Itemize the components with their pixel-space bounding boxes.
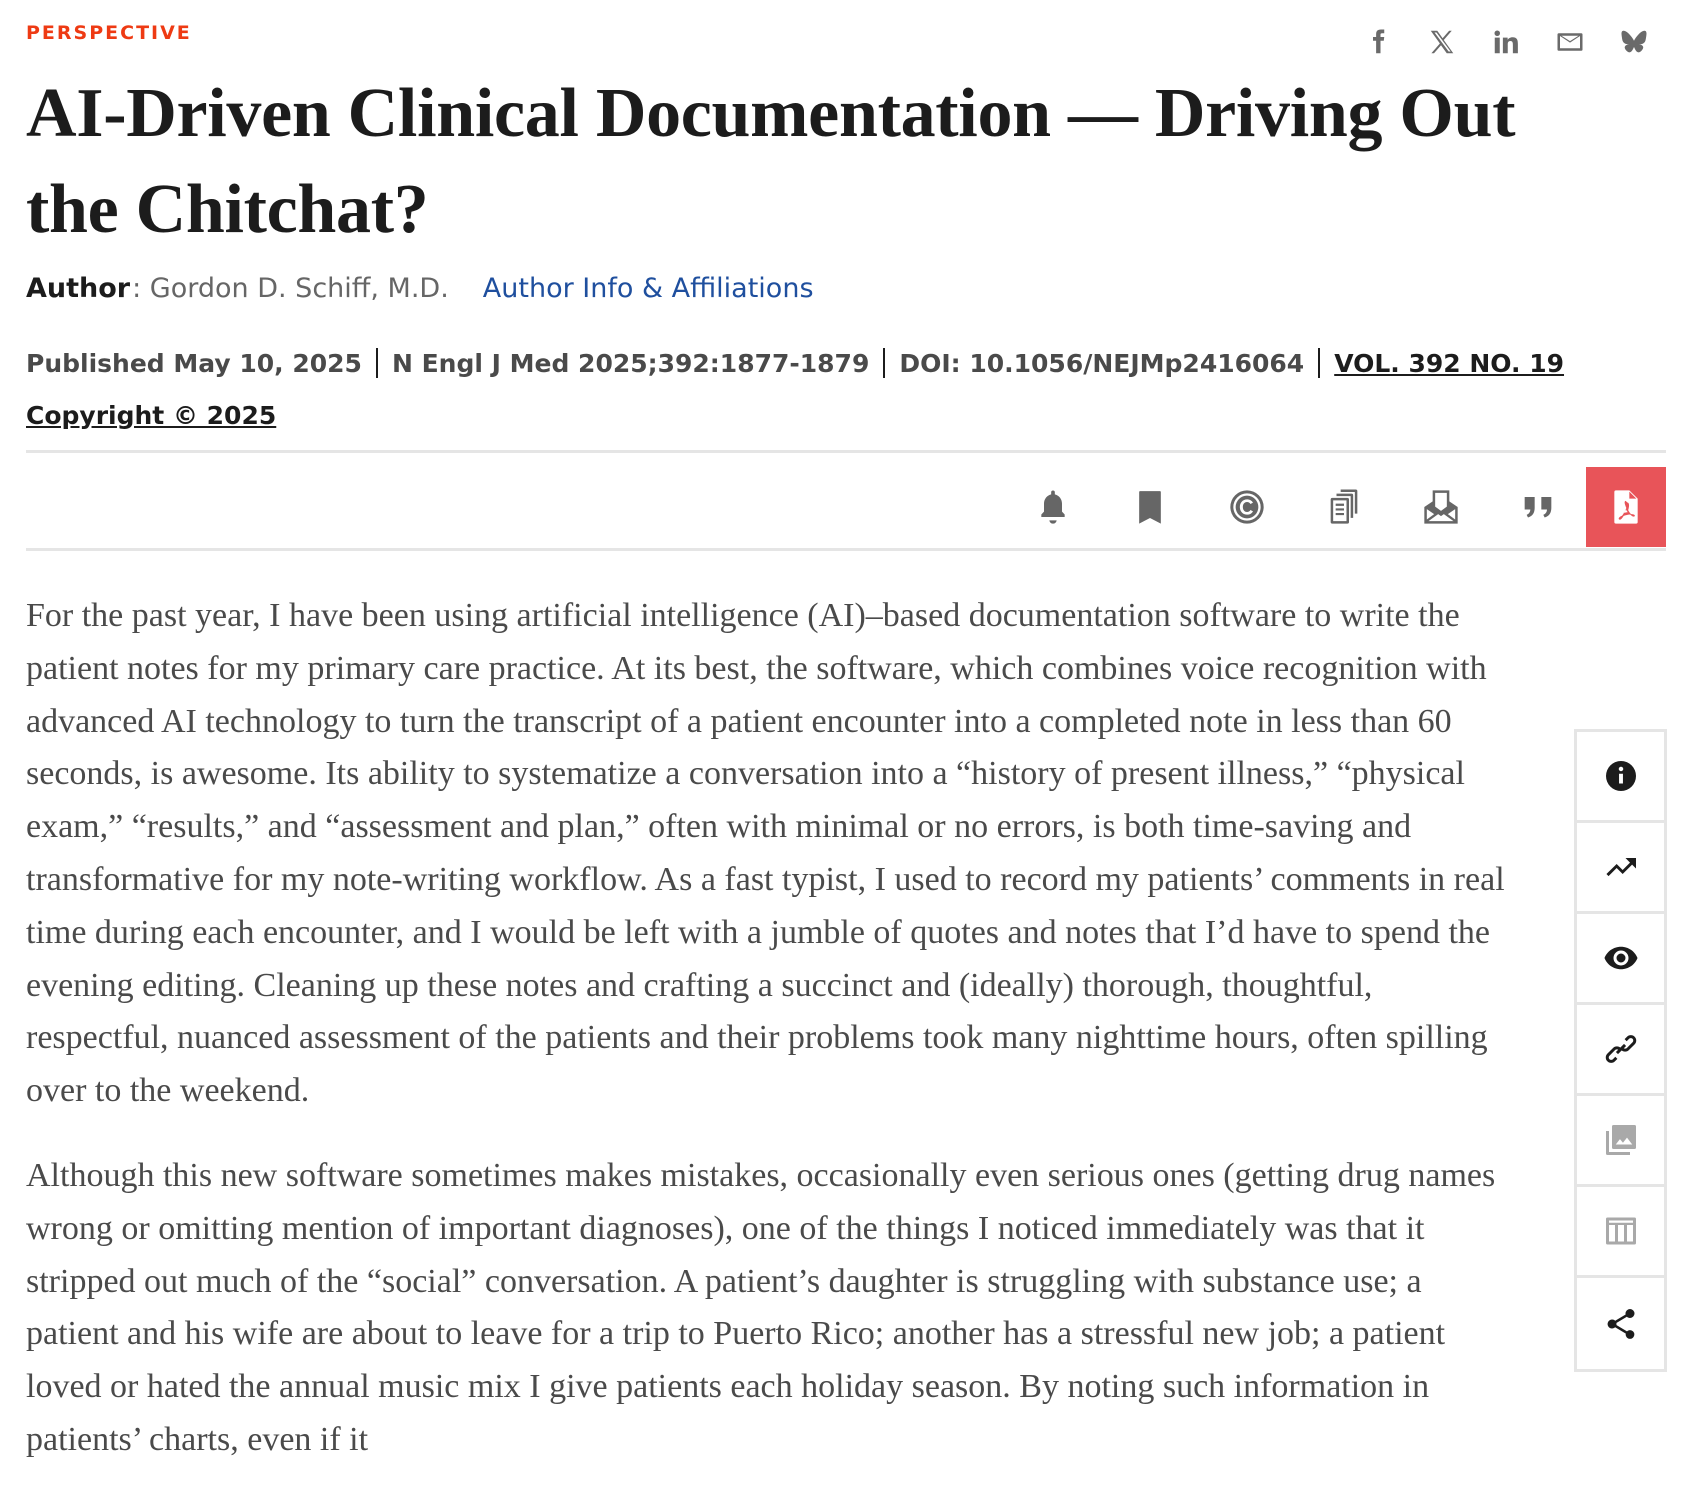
- share-x-button[interactable]: [1410, 22, 1474, 62]
- copyright-icon: [1227, 487, 1267, 527]
- rail-metrics-button[interactable]: [1577, 823, 1664, 914]
- reprints-button[interactable]: [1295, 467, 1392, 547]
- divider: [376, 348, 378, 378]
- image-gallery-icon: [1603, 1122, 1639, 1158]
- eye-icon: [1603, 940, 1639, 976]
- quote-icon: [1518, 487, 1558, 527]
- x-icon: [1427, 27, 1457, 57]
- link-icon: [1603, 1031, 1639, 1067]
- email-article-button[interactable]: [1392, 467, 1489, 547]
- email-open-icon: [1421, 487, 1461, 527]
- download-pdf-button[interactable]: [1586, 467, 1666, 547]
- rail-info-button[interactable]: [1577, 732, 1664, 823]
- cite-button[interactable]: [1489, 467, 1586, 547]
- alert-bell-icon: [1033, 487, 1073, 527]
- share-email-button[interactable]: [1538, 22, 1602, 62]
- permissions-button[interactable]: [1198, 467, 1295, 547]
- doi: DOI: 10.1056/NEJMp2416064: [899, 349, 1305, 378]
- bluesky-icon: [1619, 27, 1649, 57]
- facebook-icon: [1363, 27, 1393, 57]
- published-date: Published May 10, 2025: [26, 349, 362, 378]
- publication-info: [26, 338, 1626, 442]
- author-info-link[interactable]: Author Info & Affiliations: [482, 273, 814, 304]
- bookmark-icon: [1130, 487, 1170, 527]
- copyright-link[interactable]: Copyright © 2025: [26, 401, 277, 430]
- rail-link-button[interactable]: [1577, 1005, 1664, 1096]
- rail-share-button[interactable]: [1577, 1278, 1664, 1369]
- author-label: Author: [26, 273, 131, 304]
- divider-top: [26, 450, 1666, 453]
- rail-view-button[interactable]: [1577, 914, 1664, 1005]
- citation: N Engl J Med 2025;392:1877-1879: [391, 349, 870, 378]
- article-body: [26, 590, 1516, 1499]
- pdf-icon: [1606, 487, 1646, 527]
- alert-button[interactable]: [1004, 467, 1101, 547]
- bookmark-button[interactable]: [1101, 467, 1198, 547]
- article-side-rail: [1574, 729, 1667, 1372]
- article-toolbar: [1004, 467, 1666, 547]
- divider: [883, 348, 885, 378]
- share-facebook-button[interactable]: [1346, 22, 1410, 62]
- divider: [1318, 348, 1320, 378]
- divider-bottom: [26, 548, 1666, 551]
- rail-tables-button[interactable]: [1577, 1187, 1664, 1278]
- email-icon: [1555, 27, 1585, 57]
- copy-documents-icon: [1324, 487, 1364, 527]
- info-icon: [1603, 758, 1639, 794]
- article-type-label: PERSPECTIVE: [26, 22, 192, 44]
- paragraph: For the past year, I have been using artificial intelligence (AI)–based documentation software to write the patient notes for my primary care practice. At its best, the software, which combines voice recognition with advanced AI technology to turn the transcript of a patient encounter into a completed note in less than 60 seconds, is awesome. Its ability to systematize a conversation into a “history of present illness,” “physical exam,” “results,” and “assessment and plan,” often with minimal or no errors, is both time-saving and transformative for my note-writing workflow. As a fast typist, I used to record my patients’ comments in real time during each encounter, and I would be left with a jumble of quotes and notes that I’d have to spend the evening editing. Cleaning up these notes and crafting a succinct and (ideally) thorough, thoughtful, respectful, nuanced assessment of the patients and their problems took many nighttime hours, often spilling over to the weekend.: [26, 597, 1505, 1110]
- share-icon: [1603, 1306, 1639, 1342]
- author-line: [26, 273, 814, 304]
- share-bluesky-button[interactable]: [1602, 22, 1666, 62]
- article-title: AI-Driven Clinical Documentation — Driving Out the Chitchat?: [26, 75, 1516, 248]
- table-icon: [1603, 1213, 1639, 1249]
- rail-figures-button[interactable]: [1577, 1096, 1664, 1187]
- linkedin-icon: [1491, 27, 1521, 57]
- share-linkedin-button[interactable]: [1474, 22, 1538, 62]
- trending-icon: [1603, 849, 1639, 885]
- social-share-bar: [1346, 22, 1666, 62]
- paragraph: Although this new software sometimes makes mistakes, occasionally even serious ones (getting drug names wrong or omitting mention of important diagnoses), one of the things I noticed immediately was that it stripped out much of the “social” conversation. A patient’s daughter is struggling with substance use; a patient and his wife are about to leave for a trip to Puerto Rico; another has a stressful new job; a patient loved or hated the annual music mix I give patients each holiday season. By noting such information in patients’ charts, even if it: [26, 1156, 1496, 1458]
- volume-issue-link[interactable]: VOL. 392 NO. 19: [1334, 349, 1565, 378]
- author-name: : Gordon D. Schiff, M.D.: [132, 273, 449, 304]
